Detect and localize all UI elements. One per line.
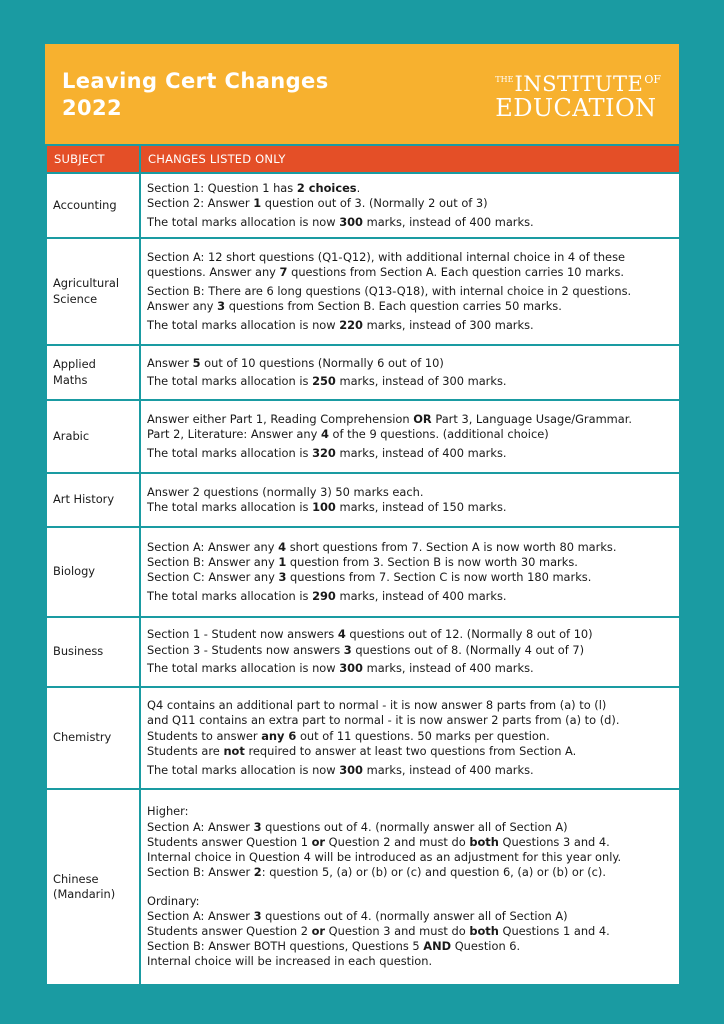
header-banner	[45, 44, 679, 144]
table-header-row	[46, 145, 680, 173]
changes-cell: Section 1 - Student now answers 4 questions out of 12. (Normally 8 out of 10) Section 3 - Students now answers 3 questions out of 8. (Normally 4 out of 7) The total marks allocation is now 300 marks, instead of 400 marks.	[140, 617, 680, 687]
changes-cell: Answer 2 questions (normally 3) 50 marks each. The total marks allocation is 100 marks, instead of 150 marks.	[140, 473, 680, 527]
table-row-agricultural-science	[46, 238, 680, 345]
subject-cell: Chemistry	[46, 687, 140, 789]
subject-cell: Biology	[46, 527, 140, 617]
subject-cell: Applied Maths	[46, 345, 140, 400]
table-row-arabic	[46, 400, 680, 473]
table-row-business	[46, 617, 680, 687]
changes-table	[45, 144, 681, 986]
changes-cell: Answer either Part 1, Reading Comprehension OR Part 3, Language Usage/Grammar. Part 2, Literature: Answer any 4 of the 9 questions. (additional choice) The total marks allocation is 320 marks, instead of 400 marks.	[140, 400, 680, 473]
changes-cell: Section A: 12 short questions (Q1-Q12), with additional internal choice in 4 of these questions. Answer any 7 questions from Section A. Each question carries 10 marks. Section B: There are 6 long questions (Q13-Q18), with internal choice in 2 questions. Answer any 3 questions from Section B. Each question carries 50 marks. The total marks allocation is now 220 marks, instead of 300 marks.	[140, 238, 680, 345]
changes-cell: Section 1: Question 1 has 2 choices. Section 2: Answer 1 question out of 3. (Normally 2 out of 3) The total marks allocation is now 300 marks, instead of 400 marks.	[140, 173, 680, 238]
title-line-2: 2022	[62, 96, 123, 120]
table-row-biology	[46, 527, 680, 617]
table-row-applied-maths	[46, 345, 680, 400]
institute-logo: $^{THE}INSTITUTE^{OF}$ EDUCATION	[495, 72, 661, 122]
column-header-subject: SUBJECT	[46, 145, 140, 173]
subject-cell: Art History	[46, 473, 140, 527]
changes-cell: Section A: Answer any 4 short questions from 7. Section A is now worth 80 marks. Section B: Answer any 1 question from 3. Section B is now worth 30 marks. Section C: Answer any 3 questions from 7. Section C is now worth 180 marks. The total marks allocation is 290 marks, instead of 400 marks.	[140, 527, 680, 617]
table-row-accounting	[46, 173, 680, 238]
changes-cell: Higher: Section A: Answer 3 questions out of 4. (normally answer all of Section A) Students answer Question 1 or Question 2 and must do both Questions 3 and 4. Internal choice in Question 4 will be introduced as an adjustment for this year only. Section B: Answer 2: question 5, (a) or (b) or (c) and question 6, (a) or (b) or (c). Ordinary: Section A: Answer 3 questions out of 4. (normally answer all of Section A) Students answer Question 2 or Question 3 and must do both Questions 1 and 4. Section B: Answer BOTH questions, Questions 5 AND Question 6. Internal choice will be increased in each question.	[140, 789, 680, 985]
table-row-chemistry	[46, 687, 680, 789]
subject-cell: Chinese (Mandarin)	[46, 789, 140, 985]
table-row-art-history	[46, 473, 680, 527]
column-header-changes: CHANGES LISTED ONLY	[140, 145, 680, 173]
subject-cell: Accounting	[46, 173, 140, 238]
changes-cell: Answer 5 out of 10 questions (Normally 6 out of 10) The total marks allocation is 250 marks, instead of 300 marks.	[140, 345, 680, 400]
page-title	[62, 68, 329, 122]
document-sheet	[45, 44, 679, 986]
subject-cell: Business	[46, 617, 140, 687]
subject-cell: Agricultural Science	[46, 238, 140, 345]
changes-cell: Q4 contains an additional part to normal - it is now answer 8 parts from (a) to (l) and Q11 contains an extra part to normal - it is now answer 2 parts from (a) to (d). Students to answer any 6 out of 11 questions. 50 marks per question. Students are not required to answer at least two questions from Section A. The total marks allocation is now 300 marks, instead of 400 marks.	[140, 687, 680, 789]
subject-cell: Arabic	[46, 400, 140, 473]
table-row-chinese-mandarin	[46, 789, 680, 985]
title-line-1: Leaving Cert Changes	[62, 69, 329, 93]
